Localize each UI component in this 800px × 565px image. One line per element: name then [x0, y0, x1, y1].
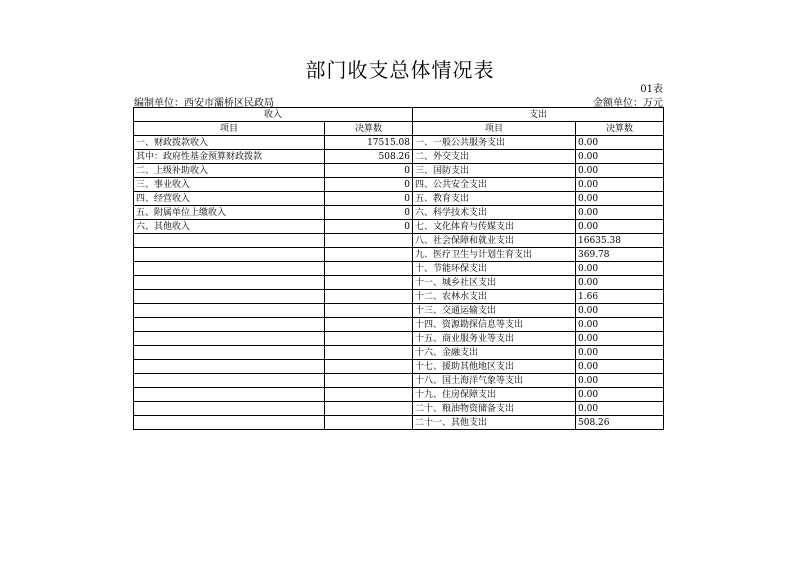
expense-item: 十、节能环保支出: [413, 262, 576, 276]
table-row: [134, 276, 664, 290]
income-amount: [325, 402, 413, 416]
income-amount-header: 决算数: [325, 122, 413, 136]
income-amount: 508.26: [325, 150, 413, 164]
expense-item: 十一、城乡社区支出: [413, 276, 576, 290]
income-amount: 0: [325, 164, 413, 178]
income-item: 二、上级补助收入: [134, 164, 325, 178]
table-row: [134, 192, 664, 206]
income-amount: [325, 248, 413, 262]
expense-item: 二十一、其他支出: [413, 416, 576, 430]
money-unit: 金额单位：万元: [593, 98, 663, 109]
income-amount: [325, 332, 413, 346]
income-item: 六、其他收入: [134, 220, 325, 234]
table-row: [134, 136, 664, 150]
expense-amount-header: 决算数: [576, 122, 664, 136]
table-row: [134, 150, 664, 164]
income-amount: [325, 276, 413, 290]
page-title: 部门收支总体情况表: [305, 58, 495, 82]
income-item: [134, 402, 325, 416]
income-header: 收入: [134, 108, 413, 122]
table-row: [134, 332, 664, 346]
income-item: [134, 318, 325, 332]
expense-item: 十四、资源勘探信息等支出: [413, 318, 576, 332]
table-row: [134, 164, 664, 178]
expense-item: 十二、农林水支出: [413, 290, 576, 304]
table-row: [134, 402, 664, 416]
expense-item: 十三、交通运输支出: [413, 304, 576, 318]
income-amount: 0: [325, 178, 413, 192]
expense-item: 十八、国土海洋气象等支出: [413, 374, 576, 388]
table-row: [134, 248, 664, 262]
income-amount: [325, 234, 413, 248]
expense-item: 十七、援助其他地区支出: [413, 360, 576, 374]
income-item: [134, 388, 325, 402]
income-item: 三、事业收入: [134, 178, 325, 192]
header-row-columns: [134, 122, 664, 136]
table-row: [134, 262, 664, 276]
income-item: 五、附属单位上缴收入: [134, 206, 325, 220]
income-amount: [325, 304, 413, 318]
income-amount: [325, 416, 413, 430]
expense-item: 二十、粮油物资储备支出: [413, 402, 576, 416]
income-item: [134, 374, 325, 388]
expense-amount: 16635.38: [576, 234, 664, 248]
expense-amount: 0.00: [576, 206, 664, 220]
income-amount: [325, 374, 413, 388]
org-unit: 编制单位：西安市灞桥区民政局: [134, 98, 274, 109]
income-item: [134, 262, 325, 276]
header-row-group: [134, 108, 664, 122]
income-amount: 0: [325, 206, 413, 220]
expense-item: 一、一般公共服务支出: [413, 136, 576, 150]
table-row: [134, 388, 664, 402]
summary-table: [133, 107, 664, 430]
income-item-header: 项目: [134, 122, 325, 136]
expense-item: 七、文化体育与传媒支出: [413, 220, 576, 234]
expense-item: 三、国防支出: [413, 164, 576, 178]
income-amount: 0: [325, 220, 413, 234]
expense-amount: 0.00: [576, 220, 664, 234]
expense-amount: 1.66: [576, 290, 664, 304]
expense-item: 六、科学技术支出: [413, 206, 576, 220]
expense-item: 九、医疗卫生与计划生育支出: [413, 248, 576, 262]
income-amount: 17515.08: [325, 136, 413, 150]
income-item: [134, 304, 325, 318]
table-row: [134, 234, 664, 248]
expense-amount: 0.00: [576, 304, 664, 318]
table-row: [134, 346, 664, 360]
expense-amount: 508.26: [576, 416, 664, 430]
income-item: 一、财政拨款收入: [134, 136, 325, 150]
income-item: [134, 360, 325, 374]
income-amount: [325, 346, 413, 360]
income-item: [134, 248, 325, 262]
expense-amount: 0.00: [576, 346, 664, 360]
expense-amount: 0.00: [576, 178, 664, 192]
income-item: [134, 234, 325, 248]
income-amount: [325, 262, 413, 276]
expense-header: 支出: [413, 108, 664, 122]
table-row: [134, 290, 664, 304]
table-row: [134, 304, 664, 318]
income-amount: [325, 290, 413, 304]
expense-amount: 0.00: [576, 360, 664, 374]
expense-amount: 0.00: [576, 332, 664, 346]
expense-item: 八、社会保障和就业支出: [413, 234, 576, 248]
income-amount: [325, 318, 413, 332]
expense-amount: 0.00: [576, 374, 664, 388]
expense-amount: 0.00: [576, 262, 664, 276]
table-row: [134, 374, 664, 388]
table-row: [134, 318, 664, 332]
income-item: 其中：政府性基金预算财政拨款: [134, 150, 325, 164]
income-amount: [325, 388, 413, 402]
income-item: [134, 416, 325, 430]
expense-amount: 0.00: [576, 192, 664, 206]
income-amount: [325, 360, 413, 374]
table-row: [134, 220, 664, 234]
form-number: 01表: [640, 84, 663, 95]
expense-item: 二、外交支出: [413, 150, 576, 164]
expense-amount: 0.00: [576, 136, 664, 150]
expense-amount: 0.00: [576, 402, 664, 416]
income-item: [134, 332, 325, 346]
table-row: [134, 360, 664, 374]
expense-amount: 369.78: [576, 248, 664, 262]
expense-item: 十九、住房保障支出: [413, 388, 576, 402]
expense-item: 十六、金融支出: [413, 346, 576, 360]
expense-amount: 0.00: [576, 150, 664, 164]
expense-item: 四、公共安全支出: [413, 178, 576, 192]
table-row: [134, 206, 664, 220]
income-item: [134, 276, 325, 290]
income-item: [134, 290, 325, 304]
expense-item-header: 项目: [413, 122, 576, 136]
table-row: [134, 178, 664, 192]
expense-amount: 0.00: [576, 276, 664, 290]
table-row: [134, 416, 664, 430]
expense-amount: 0.00: [576, 164, 664, 178]
expense-amount: 0.00: [576, 388, 664, 402]
expense-item: 十五、商业服务业等支出: [413, 332, 576, 346]
income-amount: 0: [325, 192, 413, 206]
income-item: 四、经营收入: [134, 192, 325, 206]
expense-amount: 0.00: [576, 318, 664, 332]
income-item: [134, 346, 325, 360]
expense-item: 五、教育支出: [413, 192, 576, 206]
